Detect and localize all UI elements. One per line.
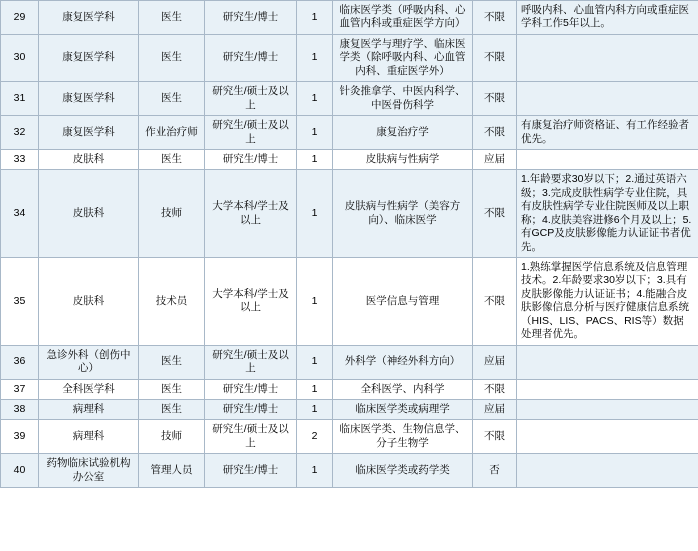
cell-headcount: 1	[297, 34, 333, 81]
cell-headcount: 1	[297, 170, 333, 258]
cell-fresh-graduate: 不限	[473, 1, 517, 35]
cell-position: 医生	[139, 1, 205, 35]
cell-serial-number: 31	[1, 82, 39, 116]
cell-serial-number: 38	[1, 399, 39, 419]
cell-remarks	[517, 149, 698, 169]
cell-major: 康复治疗学	[333, 116, 473, 150]
cell-position: 医生	[139, 34, 205, 81]
cell-education: 研究生/博士	[205, 1, 297, 35]
cell-education: 研究生/博士	[205, 454, 297, 488]
cell-education: 研究生/博士	[205, 34, 297, 81]
cell-department: 皮肤科	[39, 258, 139, 346]
cell-headcount: 1	[297, 116, 333, 150]
cell-education: 研究生/博士	[205, 379, 297, 399]
cell-department: 康复医学科	[39, 82, 139, 116]
cell-serial-number: 39	[1, 420, 39, 454]
cell-department: 康复医学科	[39, 1, 139, 35]
cell-serial-number: 35	[1, 258, 39, 346]
table-row	[1, 149, 698, 169]
cell-major: 皮肤病与性病学（美容方向）、临床医学	[333, 170, 473, 258]
cell-remarks	[517, 420, 698, 454]
cell-department: 病理科	[39, 399, 139, 419]
cell-department: 皮肤科	[39, 170, 139, 258]
table-row	[1, 1, 698, 35]
cell-fresh-graduate: 不限	[473, 379, 517, 399]
cell-serial-number: 36	[1, 345, 39, 379]
cell-education: 大学本科/学士及以上	[205, 258, 297, 346]
cell-fresh-graduate: 不限	[473, 258, 517, 346]
cell-education: 研究生/硕士及以上	[205, 82, 297, 116]
cell-education: 研究生/博士	[205, 399, 297, 419]
cell-education: 大学本科/学士及以上	[205, 170, 297, 258]
cell-remarks: 有康复治疗师资格证、有工作经验者优先。	[517, 116, 698, 150]
table-row	[1, 258, 698, 346]
table-row	[1, 345, 698, 379]
cell-serial-number: 37	[1, 379, 39, 399]
cell-major: 临床医学类、生物信息学、分子生物学	[333, 420, 473, 454]
cell-department: 药物临床试验机构办公室	[39, 454, 139, 488]
cell-major: 外科学（神经外科方向）	[333, 345, 473, 379]
cell-major: 临床医学类（呼吸内科、心血管内科或重症医学方向）	[333, 1, 473, 35]
cell-fresh-graduate: 否	[473, 454, 517, 488]
cell-position: 管理人员	[139, 454, 205, 488]
cell-headcount: 1	[297, 379, 333, 399]
cell-position: 医生	[139, 82, 205, 116]
cell-education: 研究生/硕士及以上	[205, 345, 297, 379]
cell-remarks: 1.熟练掌握医学信息系统及信息管理技术。2.年龄要求30岁以下；3.具有皮肤影像能力认证证书；4.能融合皮肤影像信息分析与医疗健康信息系统（HIS、LIS、PACS、RIS等）数据处理者优先。	[517, 258, 698, 346]
cell-education: 研究生/硕士及以上	[205, 420, 297, 454]
table-row	[1, 420, 698, 454]
table-row	[1, 170, 698, 258]
cell-position: 技师	[139, 170, 205, 258]
cell-department: 病理科	[39, 420, 139, 454]
cell-major: 康复医学与理疗学、临床医学类（除呼吸内科、心血管内科、重症医学外）	[333, 34, 473, 81]
cell-headcount: 1	[297, 1, 333, 35]
cell-headcount: 2	[297, 420, 333, 454]
cell-department: 全科医学科	[39, 379, 139, 399]
cell-remarks: 呼吸内科、心血管内科方向或重症医学科工作5年以上。	[517, 1, 698, 35]
cell-serial-number: 40	[1, 454, 39, 488]
cell-fresh-graduate: 应届	[473, 399, 517, 419]
cell-department: 康复医学科	[39, 116, 139, 150]
cell-headcount: 1	[297, 258, 333, 346]
table-body	[1, 1, 698, 488]
cell-remarks	[517, 399, 698, 419]
cell-remarks: 1.年龄要求30岁以下；2.通过英语六级；3.完成皮肤性病学专业住院，具有皮肤性病学专业住院医师及以上职称；4.皮肤美容进修6个月及以上；5.有GCP及皮肤影像能力认证证书者优先。	[517, 170, 698, 258]
cell-position: 医生	[139, 345, 205, 379]
cell-major: 临床医学类或药学类	[333, 454, 473, 488]
cell-department: 康复医学科	[39, 34, 139, 81]
cell-fresh-graduate: 不限	[473, 82, 517, 116]
cell-serial-number: 30	[1, 34, 39, 81]
table-row	[1, 34, 698, 81]
cell-remarks	[517, 345, 698, 379]
cell-major: 针灸推拿学、中医内科学、中医骨伤科学	[333, 82, 473, 116]
table-row	[1, 399, 698, 419]
cell-education: 研究生/硕士及以上	[205, 116, 297, 150]
cell-fresh-graduate: 应届	[473, 149, 517, 169]
cell-position: 技术员	[139, 258, 205, 346]
cell-position: 技师	[139, 420, 205, 454]
cell-fresh-graduate: 不限	[473, 170, 517, 258]
table-row	[1, 116, 698, 150]
cell-position: 作业治疗师	[139, 116, 205, 150]
cell-fresh-graduate: 不限	[473, 116, 517, 150]
cell-serial-number: 33	[1, 149, 39, 169]
table-row	[1, 454, 698, 488]
cell-department: 急诊外科（创伤中心）	[39, 345, 139, 379]
cell-position: 医生	[139, 379, 205, 399]
cell-headcount: 1	[297, 454, 333, 488]
cell-remarks	[517, 379, 698, 399]
cell-major: 医学信息与管理	[333, 258, 473, 346]
cell-headcount: 1	[297, 345, 333, 379]
cell-fresh-graduate: 应届	[473, 345, 517, 379]
cell-remarks	[517, 34, 698, 81]
cell-department: 皮肤科	[39, 149, 139, 169]
cell-position: 医生	[139, 399, 205, 419]
cell-remarks	[517, 82, 698, 116]
table-row	[1, 82, 698, 116]
cell-remarks	[517, 454, 698, 488]
cell-headcount: 1	[297, 149, 333, 169]
cell-headcount: 1	[297, 82, 333, 116]
cell-serial-number: 32	[1, 116, 39, 150]
cell-major: 全科医学、内科学	[333, 379, 473, 399]
cell-position: 医生	[139, 149, 205, 169]
cell-education: 研究生/博士	[205, 149, 297, 169]
cell-major: 临床医学类或病理学	[333, 399, 473, 419]
cell-serial-number: 29	[1, 1, 39, 35]
cell-major: 皮肤病与性病学	[333, 149, 473, 169]
table-row	[1, 379, 698, 399]
cell-serial-number: 34	[1, 170, 39, 258]
cell-headcount: 1	[297, 399, 333, 419]
cell-fresh-graduate: 不限	[473, 34, 517, 81]
cell-fresh-graduate: 不限	[473, 420, 517, 454]
